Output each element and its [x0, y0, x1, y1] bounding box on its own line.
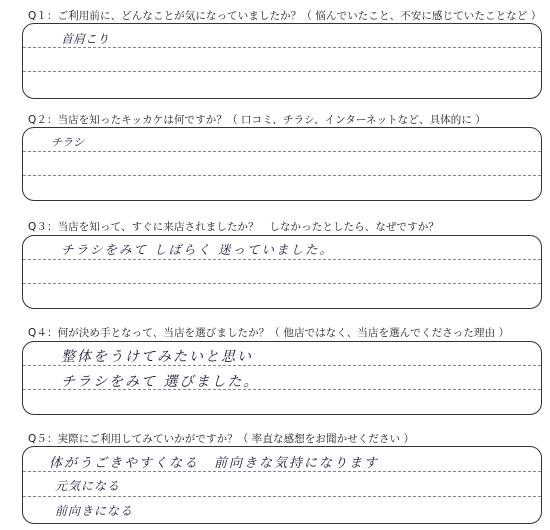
- question-5-answer-box: [22, 446, 542, 524]
- question-4-answer-box: [22, 341, 542, 415]
- question-3-answer-1: チラシをみて しばらく 迷っていました。: [61, 242, 334, 257]
- question-5-answer-3: 前向きになる: [55, 504, 134, 518]
- question-1-label: Q１：ご利用前に、どんなことが気になっていましたか？（ 悩んでいたこと、不安に感じていたことなど ）: [28, 10, 542, 22]
- answer-line: [23, 496, 541, 497]
- question-5-answer-2: 元気になる: [55, 479, 121, 493]
- answer-line: [23, 283, 541, 284]
- question-4-answer-1: 整体をうけてみたいと思い: [61, 349, 253, 365]
- question-4-answer-2: チラシをみて 選びました。: [61, 374, 260, 390]
- question-1-answer-box: [22, 23, 542, 99]
- answer-line: [23, 47, 541, 48]
- answer-line: [23, 259, 541, 260]
- question-3-label: Q３：当店を知って、すぐに来店されましたか？ しなかったとしたら、なぜですか？: [28, 221, 439, 233]
- answer-line: [23, 71, 541, 72]
- question-1-answer-1: 首肩こり: [61, 32, 110, 46]
- answer-line: [23, 471, 541, 472]
- question-4-label: Q４：何が決め手となって、当店を選びましたか？（ 他店ではなく、当店を選んでくださった理由 ）: [28, 327, 510, 339]
- answer-line: [23, 175, 541, 176]
- question-2-answer-1: チラシ: [51, 136, 84, 149]
- question-5-label: Q５：実際にご利用してみていかがですか？（ 率直な感想をお聞かせください ）: [28, 433, 415, 445]
- question-5-answer-1: 体がうごきやすくなる 前向きな気持になります: [49, 456, 380, 471]
- question-2-answer-box: [22, 127, 542, 201]
- answer-line: [23, 151, 541, 152]
- question-3-answer-box: [22, 235, 542, 309]
- question-2-label: Q２：当店を知ったキッカケは何ですか？（ 口コミ、チラシ、インターネットなど、具体的に ）: [28, 114, 487, 126]
